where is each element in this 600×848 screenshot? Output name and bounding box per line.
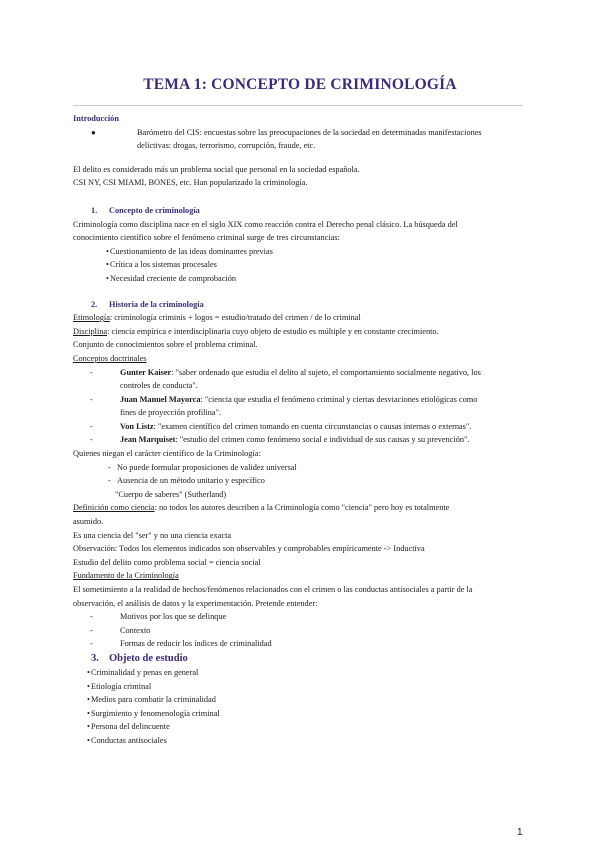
conjunto-line: Conjunto de conocimientos sobre el problema criminal. [73, 340, 258, 350]
fundamento-heading: Fundamento de la Criminología [73, 571, 179, 581]
fundamento-item: - Formas de reducir los índices de criminalidad [90, 639, 272, 649]
disciplina-line: Disciplina: ciencia empírica e interdisciplinaria cuyo objeto de estudio es múltiple y en constante crecimiento. [73, 326, 439, 336]
author-item: - Jean Marquiset: "estudio del crimen como fenómeno social e individual de sus causas y su prevención". [90, 435, 470, 445]
author-item-cont: fines de proyección profilina". [120, 408, 222, 418]
bullet-icon: ● [91, 127, 96, 137]
section-1-heading: 1. Concepto de criminología [91, 205, 200, 215]
ser-line: Es una ciencia del "ser" y no una ciencia exacta [73, 530, 232, 540]
niegan-item: - No puede formular proposiciones de validez universal [108, 462, 297, 472]
author-item: - Gunter Kaiser: "saber ordenado que estudia el delito al sujeto, el comportamiento socialmente negativo, los [90, 367, 481, 377]
intro-bullet-text: Barómetro del CIS: encuestas sobre las preocupaciones de la sociedad en determinadas manifestaciones [137, 127, 482, 137]
sec1-item: • Crítica a los sistemas procesales [73, 258, 533, 272]
sec3-item: • Conductas antisociales [73, 734, 533, 748]
etimologia-line: Etimología: criminología criminis + logos = estudio/tratado del crimen / de lo criminal [73, 313, 361, 323]
intro-bullet [73, 126, 533, 140]
section-3-heading: 3. Objeto de estudio [91, 652, 188, 664]
title-divider [73, 105, 523, 106]
sec3-item: • Etiología criminal [73, 680, 533, 694]
fundamento-item: - Contexto [90, 625, 151, 635]
section-2-heading: 2. Historia de la criminología [91, 299, 204, 309]
intro-para-1: El delito es considerado más un problema social que personal en la sociedad española. [73, 164, 360, 174]
fundamento-line-1: El sometimiento a la realidad de hechos/fenómenos relacionados con el crimen o las conductas antisociales a partir de la [73, 585, 473, 594]
sec1-item: • Cuestionamiento de las ideas dominantes previas [73, 245, 533, 259]
fundamento-line-2: observación, el análisis de datos y la experimentación. Pretende entender: [73, 598, 318, 608]
sec1-line-2: conocimiento científico sobre el fenómeno criminal surge de tres circunstancias: [73, 233, 340, 243]
conceptos-heading: Conceptos doctrinales [73, 353, 147, 363]
page-title: TEMA 1: CONCEPTO DE CRIMINOLOGÍA [143, 76, 457, 93]
definicion-cont: asumido. [73, 517, 104, 527]
sec3-item: • Surgimiento y fenomenología criminal [73, 707, 533, 721]
author-item-cont: controles de conducta". [120, 381, 198, 391]
page-number: 1 [517, 827, 523, 838]
estudio-line: Estudio del delito como problema social = ciencia social [73, 557, 261, 567]
intro-para-2: CSI NY, CSI MIAMI, BONES, etc. Han popularizado la criminología. [73, 178, 308, 188]
sec3-item: • Persona del delincuente [73, 720, 533, 734]
document-body [73, 112, 533, 748]
definicion-line: Definición como ciencia: no todos los autores describen a la Criminología como "ciencia" pero hoy es totalmente [73, 503, 450, 513]
author-item: - Juan Manuel Mayorca: "ciencia que estudia el fenómeno criminal y ciertas desviaciones etiológicas como [90, 394, 478, 404]
niegan-item: - Ausencia de un método unitario y específico [108, 476, 265, 486]
intro-heading: Introducción [73, 114, 119, 123]
sec1-item: • Necesidad creciente de comprobación [73, 272, 533, 286]
sec3-item: • Criminalidad y penas en general [73, 666, 533, 680]
sec3-item: • Medios para combatir la criminalidad [73, 693, 533, 707]
sec1-line-1: Criminología como disciplina nace en el siglo XIX como reacción contra el Derecho penal clásico. La búsqueda del [73, 219, 458, 229]
niegan-line: Quienes niegan el carácter científico de la Criminología: [73, 449, 261, 459]
intro-bullet-cont: delictivas: drogas, terrorismo, corrupción, fraude, etc. [137, 141, 316, 151]
cuerpo-line: "Cuerpo de saberes" (Sutherland) [115, 489, 227, 499]
observacion-line: Observación: Todos los elementos indicados son observables y comprobables empíricamente -> Inductiva [73, 544, 425, 554]
fundamento-item: - Motivos por los que se delinque [90, 612, 227, 622]
author-item: - Von Listz: "examen científico del crimen tomando en cuenta circunstancias o causas internas o externas". [90, 421, 472, 431]
